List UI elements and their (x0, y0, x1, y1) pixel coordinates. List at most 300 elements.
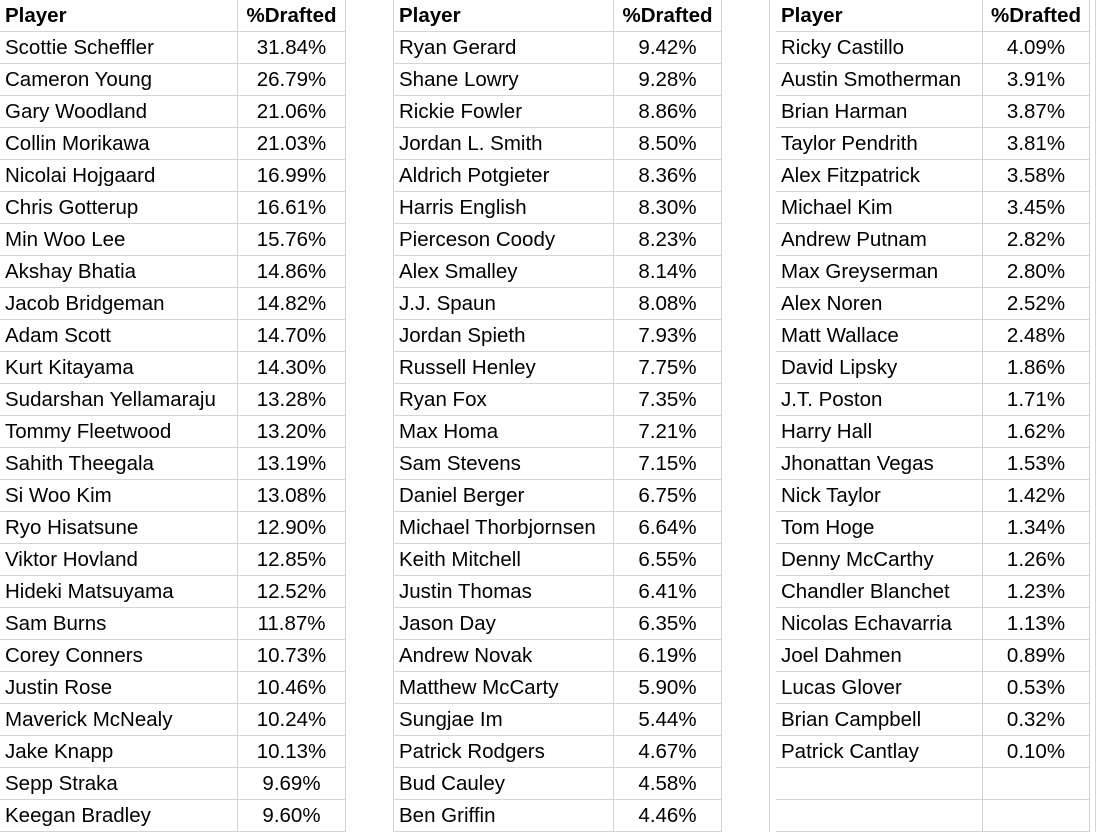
spacer-cell (346, 576, 394, 608)
table-row (0, 448, 394, 480)
drafted-percent-cell[interactable]: 9.69% (238, 768, 346, 800)
player-name-cell[interactable]: Jason Day (394, 608, 614, 640)
table-row (0, 544, 394, 576)
player-name-cell[interactable]: Andrew Putnam (776, 224, 983, 256)
spacer-cell (346, 256, 394, 288)
drafted-percent-cell[interactable] (983, 800, 1090, 832)
table-row (776, 256, 1096, 288)
drafted-percent-cell[interactable]: 31.84% (238, 32, 346, 64)
table-row (776, 736, 1096, 768)
drafted-percent-cell[interactable]: 3.91% (983, 64, 1090, 96)
drafted-percent-cell[interactable]: 1.42% (983, 480, 1090, 512)
player-name-cell[interactable]: Adam Scott (0, 320, 238, 352)
spacer-cell (722, 768, 770, 800)
player-name-cell[interactable]: Collin Morikawa (0, 128, 238, 160)
drafted-percent-cell[interactable]: 4.09% (983, 32, 1090, 64)
spacer-cell (346, 288, 394, 320)
drafted-header[interactable]: %Drafted (614, 0, 722, 32)
spacer-cell (1090, 256, 1096, 288)
table-row (394, 512, 770, 544)
table-row (394, 608, 770, 640)
spacer-cell (346, 320, 394, 352)
drafted-percent-cell[interactable]: 8.08% (614, 288, 722, 320)
table-row (394, 480, 770, 512)
spacer-cell (1090, 160, 1096, 192)
drafted-percent-cell[interactable]: 6.19% (614, 640, 722, 672)
player-name-cell[interactable]: Denny McCarthy (776, 544, 983, 576)
spacer-cell (722, 672, 770, 704)
drafted-percent-cell[interactable] (983, 768, 1090, 800)
drafted-percent-cell[interactable]: 0.53% (983, 672, 1090, 704)
player-name-cell[interactable]: Sudarshan Yellamaraju (0, 384, 238, 416)
drafted-percent-cell[interactable]: 3.45% (983, 192, 1090, 224)
table-row (394, 416, 770, 448)
spacer-cell (1090, 640, 1096, 672)
table-row (776, 640, 1096, 672)
spacer-cell (1090, 480, 1096, 512)
player-header[interactable]: Player (0, 0, 238, 32)
spacer-cell (346, 480, 394, 512)
player-column-block (394, 0, 770, 834)
drafted-percent-cell[interactable]: 13.19% (238, 448, 346, 480)
spacer-cell (722, 320, 770, 352)
table-row (0, 736, 394, 768)
table-row (0, 768, 394, 800)
player-name-cell[interactable]: Ryan Fox (394, 384, 614, 416)
player-name-cell[interactable]: Jordan Spieth (394, 320, 614, 352)
table-row (776, 32, 1096, 64)
drafted-percent-cell[interactable]: 1.62% (983, 416, 1090, 448)
spacer-cell (346, 640, 394, 672)
drafted-percent-cell[interactable]: 16.99% (238, 160, 346, 192)
spacer-cell (346, 64, 394, 96)
table-row (0, 416, 394, 448)
player-name-cell[interactable]: Tom Hoge (776, 512, 983, 544)
table-row (776, 224, 1096, 256)
player-name-cell[interactable]: Brian Campbell (776, 704, 983, 736)
table-row (776, 608, 1096, 640)
player-name-cell[interactable]: Alex Noren (776, 288, 983, 320)
spacer-cell (1090, 736, 1096, 768)
drafted-percent-cell[interactable]: 12.85% (238, 544, 346, 576)
table-row (394, 704, 770, 736)
player-name-cell[interactable]: Viktor Hovland (0, 544, 238, 576)
player-name-cell[interactable]: Jake Knapp (0, 736, 238, 768)
spacer-cell (722, 64, 770, 96)
player-name-cell[interactable]: Justin Rose (0, 672, 238, 704)
drafted-percent-cell[interactable]: 1.53% (983, 448, 1090, 480)
drafted-percent-cell[interactable]: 8.86% (614, 96, 722, 128)
spacer-cell (722, 480, 770, 512)
table-row (0, 672, 394, 704)
player-name-cell[interactable]: Jhonattan Vegas (776, 448, 983, 480)
table-row (0, 32, 394, 64)
player-name-cell[interactable]: Andrew Novak (394, 640, 614, 672)
drafted-percent-cell[interactable]: 1.34% (983, 512, 1090, 544)
spacer-cell (1090, 192, 1096, 224)
drafted-percent-cell[interactable]: 8.23% (614, 224, 722, 256)
player-name-cell[interactable]: Cameron Young (0, 64, 238, 96)
table-row (394, 32, 770, 64)
spacer-cell (346, 160, 394, 192)
spacer-cell (346, 32, 394, 64)
spacer-cell (1090, 512, 1096, 544)
player-name-cell[interactable]: Nicolas Echavarria (776, 608, 983, 640)
player-name-cell[interactable]: Taylor Pendrith (776, 128, 983, 160)
table-row (776, 448, 1096, 480)
player-name-cell[interactable]: Keegan Bradley (0, 800, 238, 832)
player-name-cell[interactable]: J.T. Poston (776, 384, 983, 416)
table-row (0, 320, 394, 352)
drafted-percent-cell[interactable]: 0.89% (983, 640, 1090, 672)
spacer-cell (346, 608, 394, 640)
table-row (776, 512, 1096, 544)
player-name-cell[interactable]: Chris Gotterup (0, 192, 238, 224)
drafted-percent-cell[interactable]: 6.55% (614, 544, 722, 576)
spacer-cell (722, 736, 770, 768)
table-row (776, 320, 1096, 352)
spacer-cell (1090, 32, 1096, 64)
spacer-cell (1090, 672, 1096, 704)
table-row (394, 736, 770, 768)
spacer-cell (346, 224, 394, 256)
player-name-cell[interactable]: Nicolai Hojgaard (0, 160, 238, 192)
spacer-cell (1090, 704, 1096, 736)
table-row (0, 64, 394, 96)
drafted-percent-cell[interactable]: 9.42% (614, 32, 722, 64)
player-name-cell[interactable]: Michael Kim (776, 192, 983, 224)
drafted-percent-cell[interactable]: 0.32% (983, 704, 1090, 736)
player-name-cell[interactable]: Kurt Kitayama (0, 352, 238, 384)
table-row (394, 448, 770, 480)
player-name-cell[interactable]: Maverick McNealy (0, 704, 238, 736)
drafted-percent-cell[interactable]: 10.73% (238, 640, 346, 672)
spacer-cell (722, 544, 770, 576)
player-name-cell[interactable]: Ricky Castillo (776, 32, 983, 64)
player-name-cell[interactable]: Sahith Theegala (0, 448, 238, 480)
player-name-cell[interactable]: Max Greyserman (776, 256, 983, 288)
player-name-cell[interactable]: David Lipsky (776, 352, 983, 384)
player-name-cell[interactable]: Akshay Bhatia (0, 256, 238, 288)
table-row (0, 608, 394, 640)
drafted-percent-cell[interactable]: 14.82% (238, 288, 346, 320)
player-name-cell[interactable]: Si Woo Kim (0, 480, 238, 512)
drafted-percent-cell[interactable]: 2.52% (983, 288, 1090, 320)
player-name-cell[interactable]: Rickie Fowler (394, 96, 614, 128)
drafted-percent-cell[interactable]: 15.76% (238, 224, 346, 256)
header-row (394, 0, 770, 32)
drafted-percent-cell[interactable]: 4.67% (614, 736, 722, 768)
spacer-cell (346, 736, 394, 768)
table-row (394, 672, 770, 704)
drafted-percent-cell[interactable]: 3.58% (983, 160, 1090, 192)
spacer-cell (722, 704, 770, 736)
table-row (0, 224, 394, 256)
spacer-cell (346, 416, 394, 448)
table-row (0, 480, 394, 512)
drafted-percent-cell[interactable]: 7.75% (614, 352, 722, 384)
header-row (776, 0, 1096, 32)
player-name-cell[interactable]: Scottie Scheffler (0, 32, 238, 64)
table-row (394, 800, 770, 832)
table-row (0, 288, 394, 320)
player-name-cell[interactable]: Hideki Matsuyama (0, 576, 238, 608)
player-name-cell[interactable] (776, 768, 983, 800)
player-name-cell[interactable]: Sepp Straka (0, 768, 238, 800)
player-name-cell[interactable]: Justin Thomas (394, 576, 614, 608)
table-row (394, 128, 770, 160)
player-name-cell[interactable]: Jordan L. Smith (394, 128, 614, 160)
player-name-cell[interactable]: Austin Smotherman (776, 64, 983, 96)
drafted-percent-cell[interactable]: 2.80% (983, 256, 1090, 288)
table-row (0, 160, 394, 192)
spacer-cell (722, 32, 770, 64)
spacer-cell (722, 608, 770, 640)
spacer-cell (722, 96, 770, 128)
spacer-cell (346, 704, 394, 736)
drafted-percent-cell[interactable]: 9.60% (238, 800, 346, 832)
drafted-percent-cell[interactable]: 21.03% (238, 128, 346, 160)
spacer-cell (1090, 576, 1096, 608)
header-row (0, 0, 394, 32)
drafted-header[interactable]: %Drafted (238, 0, 346, 32)
table-row (394, 192, 770, 224)
spacer-cell (1090, 768, 1096, 800)
drafted-percent-cell[interactable]: 5.90% (614, 672, 722, 704)
table-row (0, 192, 394, 224)
table-row (776, 416, 1096, 448)
drafted-percent-cell[interactable]: 0.10% (983, 736, 1090, 768)
player-header[interactable]: Player (394, 0, 614, 32)
drafted-percent-cell[interactable]: 8.30% (614, 192, 722, 224)
drafted-percent-cell[interactable]: 7.15% (614, 448, 722, 480)
spacer-cell (722, 192, 770, 224)
drafted-percent-cell[interactable]: 13.28% (238, 384, 346, 416)
player-name-cell[interactable]: Ben Griffin (394, 800, 614, 832)
spacer-cell (722, 0, 770, 32)
spacer-cell (722, 800, 770, 832)
player-name-cell[interactable]: Alex Smalley (394, 256, 614, 288)
drafted-percent-cell[interactable]: 6.41% (614, 576, 722, 608)
spacer-cell (1090, 96, 1096, 128)
table-row (394, 96, 770, 128)
spacer-cell (346, 0, 394, 32)
drafted-percent-cell[interactable]: 1.13% (983, 608, 1090, 640)
player-name-cell[interactable]: Gary Woodland (0, 96, 238, 128)
table-row (776, 96, 1096, 128)
drafted-percent-cell[interactable]: 1.86% (983, 352, 1090, 384)
player-name-cell[interactable]: Michael Thorbjornsen (394, 512, 614, 544)
spacer-cell (346, 800, 394, 832)
drafted-percent-cell[interactable]: 14.30% (238, 352, 346, 384)
player-column-block (0, 0, 394, 834)
player-name-cell[interactable]: Patrick Rodgers (394, 736, 614, 768)
spacer-cell (722, 416, 770, 448)
player-header[interactable]: Player (776, 0, 983, 32)
spacer-cell (722, 576, 770, 608)
player-name-cell[interactable]: Patrick Cantlay (776, 736, 983, 768)
spacer-cell (722, 128, 770, 160)
table-row (394, 544, 770, 576)
drafted-percent-cell[interactable]: 1.23% (983, 576, 1090, 608)
table-row (776, 128, 1096, 160)
table-row (0, 384, 394, 416)
spacer-cell (722, 224, 770, 256)
table-row (394, 160, 770, 192)
player-name-cell[interactable]: Daniel Berger (394, 480, 614, 512)
player-name-cell[interactable]: Keith Mitchell (394, 544, 614, 576)
drafted-percent-cell[interactable]: 2.48% (983, 320, 1090, 352)
drafted-percent-cell[interactable]: 3.81% (983, 128, 1090, 160)
drafted-percent-cell[interactable]: 10.46% (238, 672, 346, 704)
drafted-percent-cell[interactable]: 1.26% (983, 544, 1090, 576)
player-name-cell[interactable]: Joel Dahmen (776, 640, 983, 672)
player-name-cell[interactable]: Sungjae Im (394, 704, 614, 736)
spacer-cell (1090, 128, 1096, 160)
player-name-cell[interactable]: Aldrich Potgieter (394, 160, 614, 192)
table-row (776, 576, 1096, 608)
table-row (0, 640, 394, 672)
drafted-percent-cell[interactable]: 10.24% (238, 704, 346, 736)
player-name-cell[interactable]: Nick Taylor (776, 480, 983, 512)
table-row (394, 64, 770, 96)
drafted-percent-cell[interactable]: 10.13% (238, 736, 346, 768)
drafted-percent-cell[interactable]: 26.79% (238, 64, 346, 96)
player-column-block (776, 0, 1096, 834)
spacer-cell (1090, 0, 1096, 32)
drafted-percent-cell[interactable]: 12.90% (238, 512, 346, 544)
player-name-cell[interactable]: Ryo Hisatsune (0, 512, 238, 544)
player-name-cell[interactable]: Ryan Gerard (394, 32, 614, 64)
drafted-percent-cell[interactable]: 7.35% (614, 384, 722, 416)
player-name-cell[interactable]: Matt Wallace (776, 320, 983, 352)
spacer-cell (346, 672, 394, 704)
table-row (776, 192, 1096, 224)
drafted-percent-cell[interactable]: 6.35% (614, 608, 722, 640)
drafted-percent-cell[interactable]: 13.08% (238, 480, 346, 512)
player-name-cell[interactable] (776, 800, 983, 832)
player-name-cell[interactable]: J.J. Spaun (394, 288, 614, 320)
player-name-cell[interactable]: Chandler Blanchet (776, 576, 983, 608)
table-row (0, 96, 394, 128)
drafted-percent-cell[interactable]: 7.93% (614, 320, 722, 352)
table-row (394, 384, 770, 416)
spacer-cell (346, 96, 394, 128)
drafted-header[interactable]: %Drafted (983, 0, 1090, 32)
spacer-cell (1090, 288, 1096, 320)
player-name-cell[interactable]: Sam Stevens (394, 448, 614, 480)
drafted-percent-cell[interactable]: 8.36% (614, 160, 722, 192)
drafted-percent-cell[interactable]: 2.82% (983, 224, 1090, 256)
table-row (776, 768, 1096, 800)
spacer-cell (722, 288, 770, 320)
table-row (776, 384, 1096, 416)
player-name-cell[interactable]: Lucas Glover (776, 672, 983, 704)
drafted-percent-cell[interactable]: 21.06% (238, 96, 346, 128)
table-row (776, 800, 1096, 832)
player-name-cell[interactable]: Min Woo Lee (0, 224, 238, 256)
table-row (394, 224, 770, 256)
table-row (776, 352, 1096, 384)
player-name-cell[interactable]: Tommy Fleetwood (0, 416, 238, 448)
table-row (0, 512, 394, 544)
table-row (394, 640, 770, 672)
table-row (776, 704, 1096, 736)
spacer-cell (722, 640, 770, 672)
table-row (0, 704, 394, 736)
drafted-percent-cell[interactable]: 6.75% (614, 480, 722, 512)
spacer-cell (346, 544, 394, 576)
spacer-cell (722, 448, 770, 480)
table-row (776, 544, 1096, 576)
spacer-cell (1090, 448, 1096, 480)
spacer-cell (346, 512, 394, 544)
spacer-cell (346, 384, 394, 416)
player-name-cell[interactable]: Matthew McCarty (394, 672, 614, 704)
table-row (394, 768, 770, 800)
player-name-cell[interactable]: Brian Harman (776, 96, 983, 128)
spacer-cell (346, 448, 394, 480)
player-name-cell[interactable]: Shane Lowry (394, 64, 614, 96)
drafted-percent-cell[interactable]: 8.14% (614, 256, 722, 288)
spacer-cell (1090, 320, 1096, 352)
table-row (0, 576, 394, 608)
table-row (394, 288, 770, 320)
drafted-percent-cell[interactable]: 4.46% (614, 800, 722, 832)
drafted-percent-cell[interactable]: 14.86% (238, 256, 346, 288)
drafted-percent-cell[interactable]: 11.87% (238, 608, 346, 640)
spacer-cell (1090, 800, 1096, 832)
table-row (776, 288, 1096, 320)
drafted-percent-cell[interactable]: 3.87% (983, 96, 1090, 128)
player-name-cell[interactable]: Bud Cauley (394, 768, 614, 800)
spacer-cell (1090, 352, 1096, 384)
table-row (394, 352, 770, 384)
player-name-cell[interactable]: Pierceson Coody (394, 224, 614, 256)
drafted-percent-cell[interactable]: 5.44% (614, 704, 722, 736)
drafted-percent-cell[interactable]: 14.70% (238, 320, 346, 352)
table-row (776, 160, 1096, 192)
spacer-cell (1090, 64, 1096, 96)
table-row (0, 128, 394, 160)
player-name-cell[interactable]: Sam Burns (0, 608, 238, 640)
table-row (776, 64, 1096, 96)
table-row (0, 352, 394, 384)
drafted-percent-cell[interactable]: 12.52% (238, 576, 346, 608)
spacer-cell (1090, 384, 1096, 416)
player-name-cell[interactable]: Harry Hall (776, 416, 983, 448)
drafted-percent-cell[interactable]: 13.20% (238, 416, 346, 448)
table-row (394, 576, 770, 608)
table-row (0, 800, 394, 832)
drafted-percent-cell[interactable]: 4.58% (614, 768, 722, 800)
drafted-percent-cell[interactable]: 9.28% (614, 64, 722, 96)
spacer-cell (346, 352, 394, 384)
drafted-percent-cell[interactable]: 8.50% (614, 128, 722, 160)
player-name-cell[interactable]: Russell Henley (394, 352, 614, 384)
player-name-cell[interactable]: Jacob Bridgeman (0, 288, 238, 320)
drafted-percent-cell[interactable]: 7.21% (614, 416, 722, 448)
player-name-cell[interactable]: Alex Fitzpatrick (776, 160, 983, 192)
spacer-cell (722, 256, 770, 288)
drafted-percent-cell[interactable]: 6.64% (614, 512, 722, 544)
player-name-cell[interactable]: Corey Conners (0, 640, 238, 672)
player-name-cell[interactable]: Max Homa (394, 416, 614, 448)
drafted-percent-cell[interactable]: 16.61% (238, 192, 346, 224)
spacer-cell (1090, 544, 1096, 576)
drafted-percent-cell[interactable]: 1.71% (983, 384, 1090, 416)
player-name-cell[interactable]: Harris English (394, 192, 614, 224)
